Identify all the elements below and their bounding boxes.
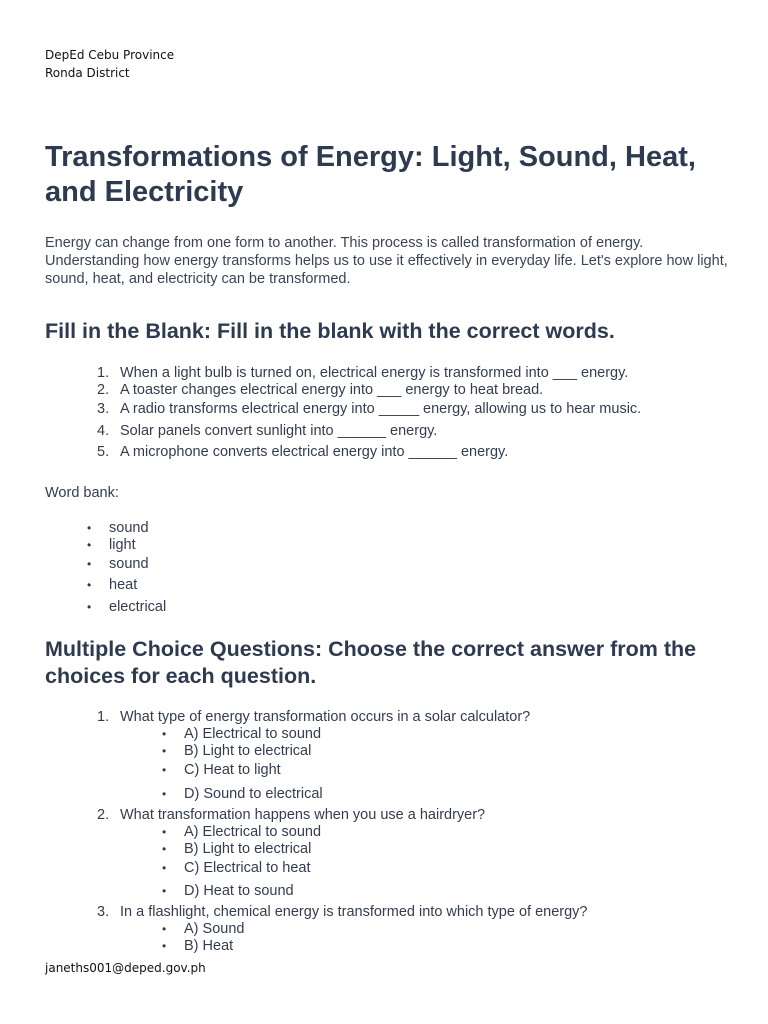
list-item: 2. A toaster changes electrical energy into ___ energy to heat bread. [97, 382, 544, 398]
bullet-icon: • [162, 786, 167, 801]
header-district: Ronda District [45, 66, 130, 80]
word-bank-list [45, 520, 735, 619]
question-item: 2. What transformation happens when you use a hairdryer? • A) Electrical to sound • B) Light to electrical • C) Electrical to heat • D) Heat to sound [45, 806, 735, 904]
option-item: • D) Sound to electrical [120, 782, 735, 806]
option-item: • B) Heat [162, 938, 234, 954]
bullet-icon: • [162, 884, 167, 898]
bullet-icon: • [162, 860, 167, 875]
fill-blank-heading: Fill in the Blank: Fill in the blank with the correct words. [45, 319, 615, 343]
options-list [120, 921, 735, 955]
option-item: • D) Heat to sound [120, 879, 735, 903]
option-item: • B) Light to electrical [162, 840, 312, 857]
question-item: 1. What type of energy transformation occurs in a solar calculator? • A) Electrical to sound • B) Light to electrical • C) Heat to light • D) Sound to electrical [45, 708, 735, 806]
bullet-icon: • [162, 841, 167, 856]
document-header [45, 46, 174, 82]
options-list [120, 726, 735, 806]
word-bank-label: Word bank: [45, 484, 119, 501]
bullet-icon: • [87, 556, 92, 571]
footer-email: janeths001@deped.gov.ph [45, 961, 206, 975]
bullet-icon: • [87, 578, 92, 592]
page-title: Transformations of Energy: Light, Sound, Heat, and Electricity [45, 141, 696, 208]
list-item: • light [87, 536, 136, 553]
options-list [120, 824, 735, 904]
bullet-icon: • [87, 537, 92, 552]
list-item: • electrical [45, 597, 735, 619]
option-item: • C) Electrical to heat [120, 858, 735, 880]
bullet-icon: • [87, 520, 92, 535]
header-province: DepEd Cebu Province [45, 48, 175, 62]
list-item: 4. Solar panels convert sunlight into ______ energy. [97, 422, 438, 439]
bullet-icon: • [162, 744, 167, 758]
intro-paragraph: Energy can change from one form to another. This process is called transformation of energy. Understanding how energy transforms helps us to use it effectively in everyday life. Let's explore how light, sound, heat, and electricity can be transformed. [45, 235, 728, 287]
bullet-icon: • [162, 922, 167, 936]
multiple-choice-heading: Multiple Choice Questions: Choose the correct answer from the choices for each question. [45, 637, 697, 688]
bullet-icon: • [162, 939, 167, 953]
bullet-icon: • [87, 599, 92, 614]
list-item: 5. A microphone converts electrical energy into ______ energy. [97, 444, 509, 460]
bullet-icon: • [162, 824, 167, 839]
option-item: • A) Sound [162, 921, 245, 937]
option-item: • A) Electrical to sound [162, 823, 322, 840]
question-item: 3. In a flashlight, chemical energy is transformed into which type of energy? • A) Sound • B) Heat [45, 903, 735, 955]
list-item: 1. When a light bulb is turned on, electrical energy is transformed into ___ energy. [97, 365, 629, 381]
fill-blank-list [45, 365, 735, 464]
list-item: • heat [45, 575, 735, 597]
option-item: • B) Light to electrical [162, 743, 312, 759]
option-item: • C) Heat to light [120, 760, 735, 782]
multiple-choice-list [45, 708, 735, 955]
bullet-icon: • [162, 727, 167, 741]
list-item: 3. A radio transforms electrical energy into _____ energy, allowing us to hear music. [97, 401, 642, 417]
list-item: • sound [45, 554, 735, 576]
document-body [45, 140, 735, 955]
option-item: • A) Electrical to sound [162, 726, 322, 742]
list-item: • sound [87, 519, 149, 536]
bullet-icon: • [162, 763, 167, 777]
